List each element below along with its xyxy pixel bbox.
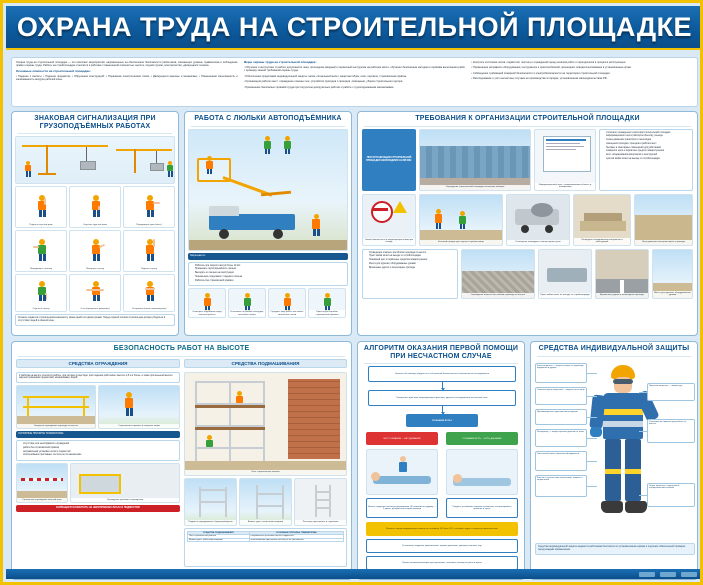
flow-node-stop-bleeding: Остановить наружное кровотечение: прямое давление, давящая повязка, жгут	[366, 539, 518, 553]
lift-rule: • Работать при скорости ветра более 10 м/с	[195, 265, 345, 268]
site-top-row	[358, 129, 697, 194]
site-cell-caption: Бытовой городок для отдыха и приёма пищи	[420, 240, 502, 245]
panel-lift-title: РАБОТА С ЛЮЛЬКИ АВТОПОДЪЁМНИКА	[194, 115, 342, 122]
signal-card	[69, 230, 121, 272]
signal-card-caption: Опустить стрелу	[16, 307, 66, 312]
site-note: • Ограждение опасных зон вблизи перепада по высоте	[369, 252, 455, 255]
height-guardrail-photo	[16, 385, 96, 429]
site-storage-photo	[573, 194, 631, 246]
flow-node-breathing: СОЗНАНИЕ ЕСТЬ — ЕСТЬ ДЫХАНИЕ	[446, 432, 518, 445]
height-opening-photo	[70, 463, 180, 503]
cpr-illustration	[366, 449, 438, 495]
flow-node-assess: Оценить обстановку, убедиться в собственной безопасности и безопасности пострадавшего	[368, 366, 516, 382]
panel-aerial-lift	[184, 111, 352, 336]
panel-ppe-title: СРЕДСТВА ИНДИВИДУАЛЬНОЙ ЗАЩИТЫ	[538, 345, 690, 352]
lift-rules-list	[188, 262, 348, 287]
recovery-position-illustration	[446, 449, 518, 495]
signal-card	[123, 186, 175, 228]
site-bottom-row	[358, 249, 697, 303]
height-cap: Подмости передвижные сборно-разборные	[185, 520, 236, 525]
intro-p1: Охрана труда на строительной площадке — это комплекс мероприятий, направленных на обеспечение безопасности работников, снижающих уровень травматизма и соблюдение правил охраны труда. Работы на стройплощадке относятся к работам с повышенной опасностью: высота, подъём грузов, электричество, движущаяся техника.	[16, 61, 238, 68]
panel-work-at-height	[11, 341, 352, 580]
site-callout: ПРИ ОРГАНИЗАЦИИ СТРОИТЕЛЬНОЙ ПЛОЩАДКИ НЕОБХОДИМО НАЛИЧИЕ:	[362, 129, 416, 191]
height-hazard: • использование приставных лестниц не по назначению	[23, 454, 177, 457]
divider	[18, 356, 345, 357]
height-hazard-title: ОСНОВНЫЕ ПРИЧИНЫ ТРАВМАТИЗМА	[16, 431, 180, 438]
panel-signals-title: ЗНАКОВАЯ СИГНАЛИЗАЦИЯ ПРИ ГРУЗОПОДЪЁМНЫХ РАБОТАХ	[34, 115, 156, 130]
intro-c2-p2: • Обеспечение средствами индивидуальной защиты: каска, сигнальный жилет, защитная обувь, очки, перчатки, страховочная привязь.	[243, 74, 407, 78]
ppe-diagram	[535, 359, 693, 555]
site-requirement: • пунктов мойки колёс на выезде со стройплощадки	[606, 158, 690, 161]
footer-chip	[681, 572, 697, 577]
signals-note: Сигналы подаются стропальщиком машинисту крана одной или двумя руками. Перед подачей сигнала стропальщик должен убедиться в отсутствии людей в опасной зоне.	[15, 314, 175, 326]
site-infoboard-photo	[534, 129, 596, 191]
site-cell-caption: Временные дороги и пешеходные проходы	[596, 293, 648, 298]
mobile-scaffold-photo	[184, 478, 237, 526]
flow-node-cpr: Начать сердечно-лёгочную реанимацию: 30 нажатий на грудину — 2 вдоха, до прибытия скорой помощи	[366, 498, 438, 518]
signal-card	[69, 274, 121, 312]
aerial-lift-illustration	[188, 129, 348, 251]
site-note: • Временные дороги и пешеходные проходы	[369, 267, 455, 270]
signal-card-caption: Стоп (прекратить движение)	[70, 307, 120, 312]
table-cell: Вышка-тура с колёсными опорами	[188, 538, 250, 542]
panel-firstaid-title: АЛГОРИТМ ОКАЗАНИЯ ПЕРВОЙ ПОМОЩИ ПРИ НЕСЧАСТНОМ СЛУЧАЕ	[363, 345, 519, 360]
site-road-photo	[595, 249, 649, 299]
tower-photo	[239, 478, 292, 526]
site-note: • Пожарный щит и первичные средства пожаротушения	[369, 259, 455, 262]
site-requirement: • бытовых и санитарных помещений для работников	[606, 147, 690, 150]
site-cell-caption: Пути движения автотранспорта и проезды	[635, 240, 692, 245]
intro-c3-p2: • Применение исправного оборудования, инструмента и приспособлений, прошедших освидетельствование в установленные сроки.	[471, 66, 632, 70]
table-header: СРЕДСТВА ПОДМАШИВАНИЯ	[188, 531, 250, 535]
flow-node-immobilize: Провести иммобилизацию при переломах, наложить повязку на раны и ожоги	[366, 556, 518, 570]
panel-height-title: БЕЗОПАСНОСТЬ РАБОТ НА ВЫСОТЕ	[113, 345, 250, 352]
signal-card	[15, 274, 67, 312]
divider	[18, 133, 172, 134]
page-title: ОХРАНА ТРУДА НА СТРОИТЕЛЬНОЙ ПЛОЩАДКЕ	[16, 11, 693, 42]
intro-column-1	[16, 61, 238, 103]
lift-step-caption: Установить на ровной площадке, выставить опоры	[230, 311, 264, 316]
site-cell-caption: Знаки безопасности и запрещающие знаки при въезде	[363, 238, 415, 245]
ppe-label-respirator: Респиратор — защита органов дыхания от пыли	[535, 429, 587, 447]
intro-c2-p3: • Организация рабочих мест: ограждение опасных зон, устройство проходов и проездов, освещение, уборка строительного мусора.	[243, 80, 404, 84]
site-requirement: • пожарного щита и первичных средств пожаротушения	[606, 150, 690, 153]
lift-steps-strip	[185, 288, 351, 320]
signal-card-caption: Повернуть стрелу	[70, 267, 120, 272]
signal-card-caption: Поднять груз или крюк	[16, 223, 66, 228]
footer-chip	[639, 572, 655, 577]
height-sub-left: СРЕДСТВА ОГРАЖДЕНИЯ	[16, 359, 180, 368]
site-cell-caption: Места для курения, оборудованные урнами	[654, 291, 691, 297]
height-cap: Вышка-тура с колёсными опорами	[240, 520, 291, 525]
ppe-label-harness: Страховочная привязь при работах на высоте	[647, 419, 695, 443]
intro-text-block	[11, 57, 698, 107]
ppe-note: Средства индивидуальной защиты выдаются работникам бесплатно по установленным нормам и подлежат обязательной проверке перед каждым применением.	[535, 543, 695, 555]
height-warning: ЗАПРЕЩАЕТСЯ РАБОТАТЬ НА НЕИСПРАВНЫХ ЛЕСАХ И ПОДМОСТЯХ!	[16, 505, 180, 512]
site-cell-caption: Ограждение строительной площадки сплошным забором	[420, 185, 530, 190]
flow-node-remove-hazard: Прекратить действие повреждающего фактора, удалить пострадавшего из опасной зоны	[368, 390, 516, 406]
scaffold-illustration	[184, 372, 347, 476]
site-note: • Пункт мойки колёс на выезде со стройплощадки	[369, 255, 455, 258]
height-cap: Сигнальное ограждение опасной зоны	[17, 498, 67, 503]
height-left-column	[16, 359, 180, 567]
site-requirements-list	[599, 129, 693, 191]
site-cell-caption: Информационный щит с наименованием объекта и телефонами	[535, 183, 595, 190]
height-signal-fence-photo	[16, 463, 68, 503]
divider	[364, 363, 518, 364]
divider	[191, 126, 345, 127]
site-fence-photo	[419, 129, 531, 191]
intro-c3-p3: • Соблюдение требований пожарной безопасности и электробезопасности на территории строительной площадки.	[471, 71, 611, 75]
intro-hazards-header: Основные опасности на строительной площадке:	[16, 68, 91, 73]
intro-column-2	[244, 61, 466, 103]
intro-c2-p4: • Применение безопасных приёмов труда при погрузочно-разгрузочных работах и работе с грузоподъёмными механизмами.	[243, 85, 395, 89]
lift-rule: • Перемещать подъёмник с людьми в люльке	[195, 276, 345, 279]
site-requirement: • освещения проходов, проездов и рабочих мест	[606, 143, 690, 146]
height-hazard: • работа без страховочной привязи	[23, 447, 177, 450]
crane-illustration	[15, 136, 175, 184]
ppe-label-suit: Костюм с сигнальными элементами, защита от загрязнений	[535, 475, 587, 497]
first-aid-flowchart	[362, 366, 520, 571]
site-cell-caption: Ограждение опасных зон вблизи перепада по высоте	[462, 293, 534, 298]
site-cell-caption: Освещение площадки в тёмное время суток	[507, 240, 569, 245]
signal-card-caption: Осторожно (малое перемещение)	[124, 307, 174, 312]
ppe-label-gloves: Перчатки защитные — защита рук	[647, 383, 695, 401]
height-cap: Защитное ограждение перепада по высоте	[17, 424, 95, 429]
intro-c2-p1: • Обучение и инструктаж. К работе допускаются лица, прошедшие вводный и первичный инструктаж на рабочем месте, обучение безопасным методам и приёмам выполнения работ и проверку знаний требований охраны труда.	[243, 65, 466, 73]
ladder-photo	[294, 478, 347, 526]
lift-step-cell	[268, 288, 306, 318]
site-requirement: • информационного щита (паспорта объекта) у въезда	[606, 135, 690, 138]
height-cap: Леса строительные рамные	[185, 470, 346, 475]
signal-card	[15, 230, 67, 272]
signal-card-grid	[12, 186, 178, 312]
lift-step-cell	[228, 288, 266, 318]
signal-card	[69, 186, 121, 228]
height-right-photos-1	[184, 478, 347, 526]
site-requirement: • мест складирования материалов и конструкций	[606, 154, 690, 157]
flow-node-side-position: Придать устойчивое боковое положение, контролировать дыхание и пульс	[446, 498, 518, 518]
site-signs-photo	[362, 194, 416, 246]
lift-rule: • Работать без страховочной привязи	[195, 280, 345, 283]
site-foundation-photo	[461, 249, 535, 299]
height-cap: Страховочная привязь и анкерная линия	[99, 424, 179, 429]
site-sand-photo	[634, 194, 693, 246]
ppe-label-boots: Обувь защитная с подноском и антипрокольной стелькой	[647, 483, 695, 507]
poster-title-bar	[6, 6, 703, 50]
panel-first-aid	[357, 341, 525, 580]
ppe-label-helmet: Каска защитная — защита головы от падающих предметов и ударов	[535, 363, 587, 383]
intro-c3-p4: • Расследование и учёт несчастных случаев на производстве в порядке, установленном законодательством РФ.	[471, 77, 608, 81]
height-right-column	[184, 359, 347, 567]
lift-step-cell	[308, 288, 346, 318]
intro-column-3	[471, 61, 693, 103]
height-columns	[12, 359, 351, 571]
flow-node-no-breathing: НЕТ СОЗНАНИЯ — НЕТ ДЫХАНИЯ	[366, 432, 438, 445]
table-cell: Леса строительные рамные	[188, 535, 250, 539]
height-harness-photo	[98, 385, 180, 429]
site-requirement: • сплошного ограждения территории строительной площадки	[606, 132, 690, 135]
height-hazard: • неправильная установка лесов и подмостей	[23, 451, 177, 454]
lift-step-caption: Осмотреть подъёмник перед началом работы	[189, 310, 225, 317]
lift-rule: • Превышать грузоподъёмность люльки	[195, 268, 345, 271]
table-cell: неправильная установка лесов и подмостей	[249, 535, 343, 539]
poster-footer	[6, 569, 703, 579]
ppe-label-goggles: Очки или щиток защитный — защита глаз и лица	[535, 387, 587, 405]
lift-step-caption: Пристегнуть карабин страховочной привязи	[309, 310, 345, 317]
site-smoking-photo	[652, 249, 693, 299]
panel-site-requirements	[357, 111, 698, 336]
flow-node-consciousness: СОЗНАНИЕ ЕСТЬ?	[406, 414, 478, 427]
height-hazard: • отсутствие или неисправность ограждений	[23, 443, 177, 446]
signal-card	[123, 274, 175, 312]
height-right-table	[184, 528, 347, 567]
site-mixer-photo	[506, 194, 570, 246]
height-hazards	[16, 440, 180, 461]
flow-node-call-ambulance: Вызвать скорую медицинскую помощь по телефону 103 (или 112), сообщить адрес и характер происшествия	[366, 522, 518, 536]
table-cell: использование приставных лестниц не по назначению	[249, 538, 343, 542]
height-cap: Ограждение проёмов в перекрытии	[71, 498, 179, 503]
signal-card-caption: Передвинуть кран (мост)	[124, 223, 174, 228]
panel-site-title: ТРЕБОВАНИЯ К ОРГАНИЗАЦИИ СТРОИТЕЛЬНОЙ ПЛОЩАДКИ	[415, 115, 640, 122]
height-cap: Лестницы приставные и стремянки	[295, 520, 346, 525]
height-sub-right: СРЕДСТВА ПОДМАШИВАНИЯ	[184, 359, 347, 368]
intro-c3-p1: • Контроль состояния лесов, подмостей, лестниц и ограждений перед началом работ и периодически в процессе эксплуатации.	[471, 61, 627, 64]
signal-card-caption: Передвинуть тележку	[16, 267, 66, 272]
site-washing-photo	[538, 249, 592, 299]
signal-card	[15, 186, 67, 228]
site-extra-notes	[362, 249, 458, 299]
table-header: ОСНОВНЫЕ ПРИЧИНЫ ТРАВМАТИЗМА	[249, 531, 343, 535]
panel-crane-signals	[11, 111, 179, 336]
intro-measures-header: Меры охраны труда на строительной площадке:	[243, 61, 317, 64]
site-workers-photo	[419, 194, 503, 246]
site-note: • Места для курения, оборудованные урнами	[369, 263, 455, 266]
signal-card-caption: Поднять стрелу	[124, 267, 174, 272]
height-left-photos-1	[16, 385, 180, 429]
footer-chip	[660, 572, 676, 577]
ppe-label-earmuffs: Противошумные наушники или вкладыши	[535, 409, 587, 425]
height-left-note: К работам на высоте относятся работы, при которых существует риск падения работника с высоты 1,8 м и более, а также при меньшей высоте над выступающими предметами, механизмами, водой.	[16, 372, 180, 384]
intro-p2: • Падение с высоты; • Падение предметов; • Обрушение конструкций; • Поражение электрическим током; • Движущиеся машины и механизмы; • Повышенная запылённость и загазованность воздуха рабочей зоны.	[16, 74, 238, 82]
lift-rules-title: Запрещается:	[188, 253, 348, 260]
lift-step-caption: Оградить зону работ, выставить сигнальные знаки	[270, 311, 304, 316]
lift-rule: • Выходить из люльки на конструкции	[195, 272, 345, 275]
site-requirement: • схемы движения транспорта и пешеходов	[606, 139, 690, 142]
signal-card	[123, 230, 175, 272]
scaffold-check-table	[187, 531, 344, 543]
site-middle-row	[358, 194, 697, 249]
divider	[364, 126, 691, 127]
site-cell-caption: Пункт мойки колёс на выезде со стройплощадки	[540, 294, 590, 297]
panel-ppe	[530, 341, 698, 580]
signal-card-caption: Опустить груз или крюк	[70, 223, 120, 228]
lift-step-cell	[188, 288, 226, 318]
divider	[537, 356, 691, 357]
height-left-photos-2	[16, 463, 180, 503]
site-cell-caption: Площадка складирования материалов и конструкций	[574, 238, 630, 245]
ppe-label-vest: Сигнальный жилет повышенной видимости	[535, 451, 587, 471]
